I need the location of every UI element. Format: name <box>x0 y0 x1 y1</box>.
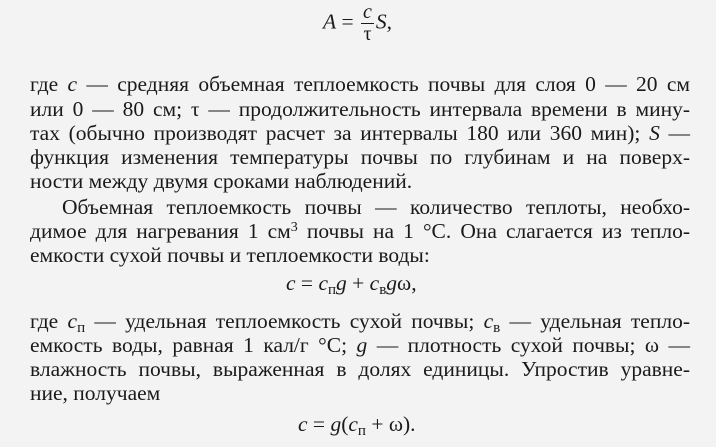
subscript: в <box>379 282 387 298</box>
formula-term: ω <box>388 412 403 436</box>
formula-paren: ). <box>402 412 416 436</box>
text-span: ности между двумя сроками наблюдений. <box>30 169 413 193</box>
fraction-denominator: τ <box>363 23 372 45</box>
text-span: — средняя объемная теплоемкость почвы для слоя 0 — 20 см <box>77 72 690 96</box>
text-span: почвы на 1 °С. Она слагается из тепло- <box>297 219 690 243</box>
formula-term: c <box>286 271 296 295</box>
text-span: влажность почвы, выраженная в долях единицы. Упростив уравне- <box>30 357 690 381</box>
formula-equals: = <box>336 9 360 34</box>
formula-equals: = <box>307 412 331 436</box>
formula-term: g <box>330 412 342 436</box>
paragraph-line <box>30 383 690 405</box>
subscript: п <box>357 423 366 439</box>
text-span: где <box>30 309 68 333</box>
text-span: ние, получаем <box>30 381 161 405</box>
subscript: п <box>77 320 86 336</box>
text-span: — удельная тепло- <box>500 309 690 333</box>
text-span: емкости сухой почвы и теплоемкости воды: <box>30 243 430 267</box>
paragraph-line <box>30 147 690 169</box>
paragraph-line <box>30 171 690 193</box>
formula-term: c <box>318 271 328 295</box>
fraction-numerator: c <box>363 1 372 23</box>
symbol-c: c <box>483 309 494 333</box>
paragraph-line <box>30 99 690 121</box>
paragraph-line <box>30 309 690 336</box>
formula-term: c <box>348 412 358 436</box>
paragraph-line <box>30 221 690 243</box>
paragraph-line <box>30 123 690 145</box>
formula-end: , <box>386 9 393 34</box>
text-span: тах (обычно производят расчет за интервалы 180 или 360 мин); <box>30 121 650 145</box>
text-span: димое для нагревания 1 см <box>30 219 291 243</box>
formula-simplified <box>298 412 416 439</box>
formula-fraction <box>361 2 374 45</box>
symbol-s: S <box>649 121 660 145</box>
formula-heat-capacity <box>286 271 417 298</box>
formula-term: ω <box>397 271 412 295</box>
formula-heat-flux <box>323 2 392 45</box>
formula-term: g <box>386 271 398 295</box>
text-span: — плотность сухой почвы; ω — <box>367 333 690 357</box>
text-span: емкость воды, равная 1 кал/г °С; <box>30 333 357 357</box>
formula-term: c <box>298 412 308 436</box>
text-span: функция изменения температуры почвы по глубинам и на поверх- <box>30 145 690 169</box>
paragraph-line <box>30 245 690 267</box>
subscript: в <box>493 320 501 336</box>
paragraph-line <box>30 335 690 357</box>
text-span: — удельная теплоемкость сухой почвы; <box>85 309 484 333</box>
formula-paren: ( <box>341 412 349 436</box>
formula-lhs: A <box>323 9 337 34</box>
formula-end: , <box>411 271 417 295</box>
text-span: Объемная теплоемкость почвы — количество теплоты, необхо- <box>62 195 690 219</box>
text-span: — <box>659 121 691 145</box>
paragraph-line <box>62 197 690 219</box>
formula-term: g <box>336 271 347 295</box>
text-span: или 0 — 80 см; τ — продолжительность интервала времени в мину- <box>30 97 690 121</box>
formula-plus: + <box>365 412 389 436</box>
symbol-c: c <box>67 309 78 333</box>
formula-plus: + <box>346 271 370 295</box>
superscript: 3 <box>290 220 298 235</box>
symbol-g: g <box>356 333 368 357</box>
formula-term: c <box>369 271 380 295</box>
formula-variable: S <box>375 9 387 34</box>
symbol-c: c <box>67 72 78 96</box>
subscript: п <box>327 282 337 298</box>
formula-equals: = <box>295 271 319 295</box>
text-span: где <box>30 72 68 96</box>
paragraph-line <box>30 74 690 96</box>
paragraph-line <box>30 359 690 381</box>
